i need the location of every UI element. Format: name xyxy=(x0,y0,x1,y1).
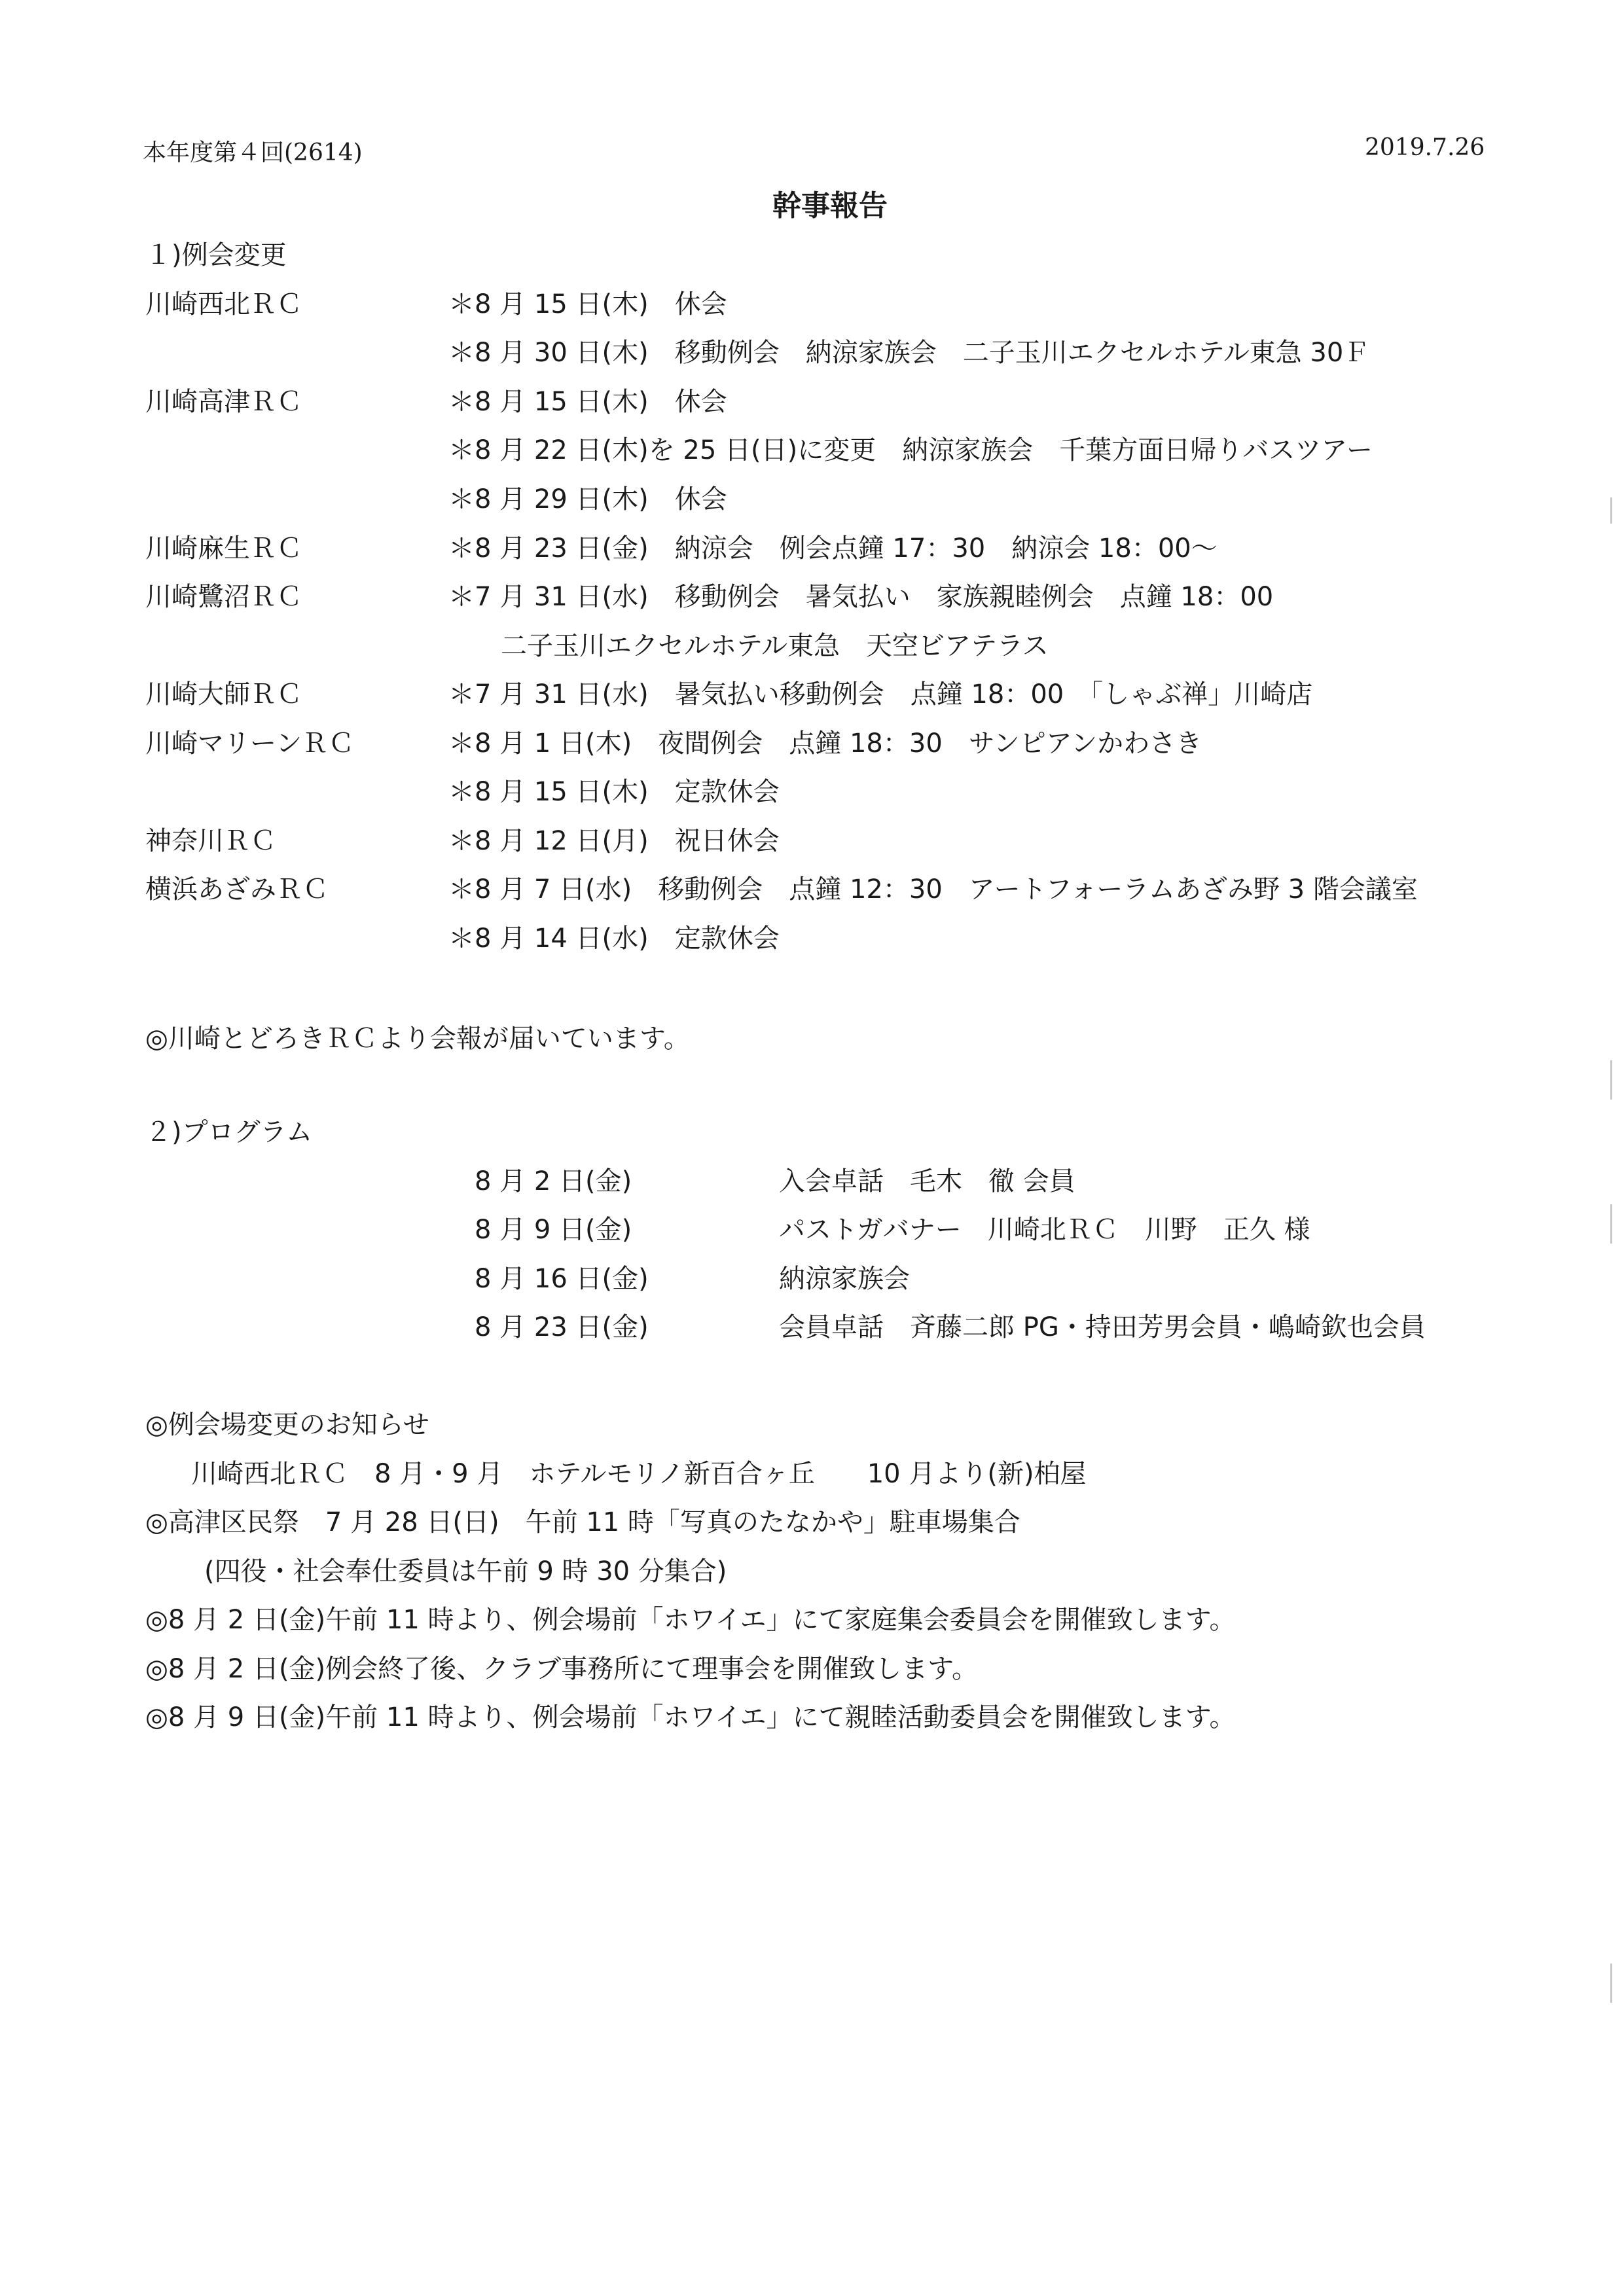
program-date: 8 月 2 日(金) xyxy=(475,1166,632,1196)
section2-heading: ２)プログラム xyxy=(145,1117,313,1147)
club-name: 川崎西北ＲＣ xyxy=(145,289,302,319)
club-name: 川崎マリーンＲＣ xyxy=(145,728,355,759)
program-item: 会員卓話 斉藤二郎 PG・持田芳男会員・嶋崎欽也会員 xyxy=(779,1312,1426,1342)
meeting-change-item: ＊8 月 23 日(金) 納涼会 例会点鐘 17：30 納涼会 18：00～ xyxy=(448,533,1218,564)
meeting-change-item: ＊7 月 31 日(水) 暑気払い移動例会 点鐘 18：00 「しゃぶ禅」川崎店 xyxy=(448,679,1313,709)
notice-line: 川崎西北ＲＣ 8 月・9 月 ホテルモリノ新百合ヶ丘 10 月より(新)柏屋 xyxy=(191,1459,1087,1489)
meeting-change-item: ＊8 月 14 日(水) 定款休会 xyxy=(448,924,780,954)
notice-heading: ◎例会場変更のお知らせ xyxy=(145,1410,429,1440)
notice-line: ◎8 月 2 日(金)例会終了後、クラブ事務所にて理事会を開催致します。 xyxy=(145,1654,978,1684)
notice-line: ◎高津区民祭 7 月 28 日(日) 午前 11 時「写真のたなかや」駐車場集合 xyxy=(145,1507,1020,1537)
page-title: 幹事報告 xyxy=(772,189,888,223)
club-name: 川崎大師ＲＣ xyxy=(145,679,302,709)
notice-line: (四役・社会奉仕委員は午前 9 時 30 分集合) xyxy=(204,1556,727,1587)
club-name: 神奈川ＲＣ xyxy=(145,826,276,856)
issue-date: 2019.7.26 xyxy=(1365,134,1485,161)
meeting-change-item: ＊7 月 31 日(水) 移動例会 暑気払い 家族親睦例会 点鐘 18：00 xyxy=(448,582,1274,612)
scan-mark xyxy=(1610,1204,1612,1244)
scan-mark xyxy=(1610,1060,1612,1100)
program-date: 8 月 9 日(金) xyxy=(475,1215,632,1245)
program-date: 8 月 23 日(金) xyxy=(475,1312,649,1342)
program-item: パストガバナー 川崎北ＲＣ 川野 正久 様 xyxy=(779,1215,1310,1245)
meeting-change-item: ＊8 月 12 日(月) 祝日休会 xyxy=(448,826,780,856)
meeting-change-item: 二子玉川エクセルホテル東急 天空ビアテラス xyxy=(501,631,1049,661)
club-name: 横浜あざみＲＣ xyxy=(145,874,329,905)
meeting-change-item: ＊8 月 29 日(木) 休会 xyxy=(448,484,727,514)
club-name: 川崎麻生ＲＣ xyxy=(145,533,302,564)
program-date: 8 月 16 日(金) xyxy=(475,1264,649,1294)
program-item: 入会卓話 毛木 徹 会員 xyxy=(779,1166,1075,1196)
scan-mark xyxy=(1610,497,1612,524)
meeting-change-item: ＊8 月 1 日(木) 夜間例会 点鐘 18：30 サンピアンかわさき xyxy=(448,728,1202,759)
meeting-change-item: ＊8 月 22 日(木)を 25 日(日)に変更 納涼家族会 千葉方面日帰りバスツアー xyxy=(448,435,1373,465)
meeting-change-item: ＊8 月 15 日(木) 休会 xyxy=(448,289,727,319)
meeting-change-item: ＊8 月 15 日(木) 休会 xyxy=(448,387,727,417)
meeting-change-item: ＊8 月 15 日(木) 定款休会 xyxy=(448,777,780,807)
section1-heading: １)例会変更 xyxy=(145,240,287,270)
program-item: 納涼家族会 xyxy=(779,1264,910,1294)
club-name: 川崎鷺沼ＲＣ xyxy=(145,582,302,612)
scan-mark xyxy=(1610,1964,1612,2003)
club-name: 川崎高津ＲＣ xyxy=(145,387,302,417)
meeting-change-item: ＊8 月 30 日(木) 移動例会 納涼家族会 二子玉川エクセルホテル東急 30Ｆ xyxy=(448,338,1370,368)
notice-line: ◎8 月 9 日(金)午前 11 時より、例会場前「ホワイエ」にて親睦活動委員会を開催致します。 xyxy=(145,1702,1236,1732)
issue-number: 本年度第４回(2614) xyxy=(143,139,363,166)
meeting-change-item: ＊8 月 7 日(水) 移動例会 点鐘 12：30 アートフォーラムあざみ野 3 階会議室 xyxy=(448,874,1418,905)
notice-line: ◎8 月 2 日(金)午前 11 時より、例会場前「ホワイエ」にて家庭集会委員会を開催致します。 xyxy=(145,1605,1236,1635)
newsletter-note: ◎川崎とどろきＲＣより会報が届いています。 xyxy=(145,1024,690,1054)
